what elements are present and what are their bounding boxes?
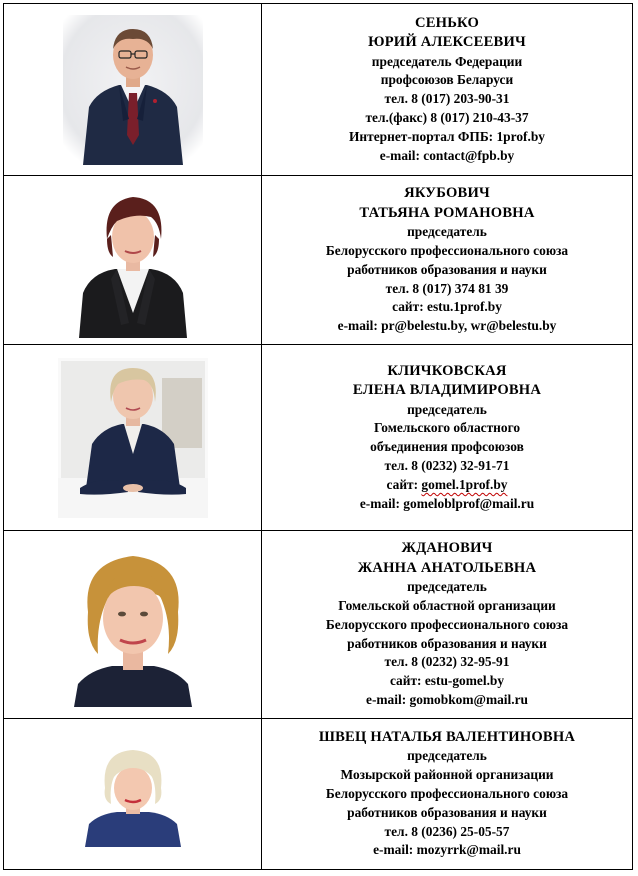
- email: e-mail: gomobkom@mail.ru: [366, 691, 528, 707]
- contact-info: [262, 4, 633, 176]
- portrait-photo-zhdanovich: [68, 542, 198, 707]
- portrait-photo-klichkovskaya: [58, 358, 208, 518]
- contacts-table: [3, 3, 633, 870]
- photo-cell: [4, 176, 262, 345]
- person-surname: КЛИЧКОВСКАЯ: [387, 362, 507, 379]
- phone: тел. 8 (017) 374 81 39: [385, 280, 509, 296]
- table-row: [4, 176, 633, 345]
- position-line: Белорусского профессионального союза: [325, 785, 569, 801]
- position-line: председатель: [407, 748, 487, 764]
- contact-info: [262, 531, 633, 719]
- website: Интернет-портал ФПБ: 1prof.by: [349, 128, 545, 144]
- person-surname: ЯКУБОВИЧ: [404, 185, 490, 202]
- person-full-name: ШВЕЦ НАТАЛЬЯ ВАЛЕНТИНОВНА: [318, 728, 576, 745]
- website: сайт: estu-gomel.by: [389, 673, 505, 689]
- photo-cell: [4, 531, 262, 719]
- phone: тел. 8 (0232) 32-91-71: [384, 458, 510, 473]
- position-line: председатель: [407, 224, 487, 240]
- position-line: Гомельской областной организации: [338, 598, 556, 613]
- position-line: Белорусского профессионального союза: [325, 242, 569, 258]
- website: сайт: estu.1prof.by: [392, 299, 502, 315]
- table-row: [4, 531, 633, 719]
- email: e-mail: gomeloblprof@mail.ru: [359, 495, 535, 511]
- position-line: председатель: [407, 579, 487, 595]
- table-row: [4, 345, 633, 531]
- email: e-mail: mozyrrk@mail.ru: [373, 842, 521, 858]
- table-row: [4, 719, 633, 870]
- contact-info: [262, 719, 633, 870]
- photo-cell: [4, 345, 262, 531]
- phone: тел. 8 (017) 203-90-31: [384, 91, 510, 107]
- portrait-photo-yakubovich: [73, 183, 193, 338]
- table-row: [4, 4, 633, 176]
- position-line: работников образования и науки: [347, 635, 547, 651]
- email: e-mail: contact@fpb.by: [379, 147, 515, 163]
- person-surname: СЕНЬКО: [414, 14, 480, 31]
- photo-cell: [4, 719, 262, 870]
- phone: тел. 8 (0236) 25-05-57: [384, 823, 510, 839]
- position-line: Гомельского областного: [373, 420, 521, 436]
- portrait-photo-senko: [63, 15, 203, 165]
- position-line: работников образования и науки: [347, 261, 547, 277]
- person-given-names: ЕЛЕНА ВЛАДИМИРОВНА: [352, 382, 542, 399]
- position-line: Белорусского профессионального союза: [325, 616, 569, 632]
- photo-cell: [4, 4, 262, 176]
- contact-info: [262, 176, 633, 345]
- fax: тел.(факс) 8 (017) 210-43-37: [365, 110, 529, 125]
- person-given-names: ТАТЬЯНА РОМАНОВНА: [359, 204, 535, 221]
- website-label: сайт:: [386, 476, 422, 492]
- position-line: профсоюзов Беларуси: [380, 72, 514, 88]
- person-given-names: ЖАННА АНАТОЛЬЕВНА: [357, 559, 537, 576]
- position-line: председатель Федерации: [371, 53, 523, 69]
- position-line: Мозырской районной организации: [340, 767, 554, 783]
- position-line: объединения профсоюзов: [370, 439, 524, 455]
- phone: тел. 8 (0232) 32-95-91: [384, 654, 510, 670]
- website: [262, 476, 632, 495]
- email: e-mail: pr@belestu.by, wr@belestu.by: [337, 318, 557, 334]
- person-surname: ЖДАНОВИЧ: [401, 540, 493, 557]
- position-line: председатель: [407, 401, 487, 417]
- person-given-names: ЮРИЙ АЛЕКСЕЕВИЧ: [368, 34, 526, 51]
- position-line: работников образования и науки: [347, 804, 547, 820]
- contact-info: [262, 345, 633, 531]
- website-value: gomel.1prof.by: [421, 476, 508, 492]
- portrait-photo-shvets: [83, 742, 183, 847]
